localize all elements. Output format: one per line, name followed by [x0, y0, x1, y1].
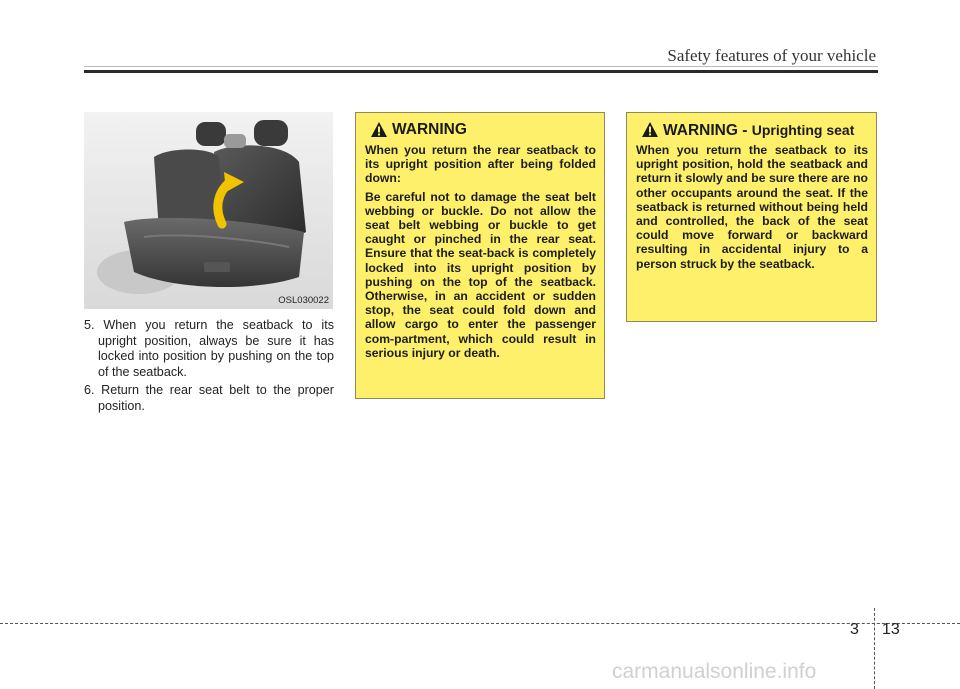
warning-para-2: Be careful not to damage the seat belt webbing or buckle. Do not allow the seat belt webbing or buckle to get caught or pinched in the rear seat. Ensure that the seat-back is completely locked into its upright position by pushing on the top of the seatback. Otherwise, in an accident or sudden stop, the seat could fold down and allow cargo to enter the passenger com-partment, which could result in serious injury or death. — [365, 189, 596, 360]
figure-code: OSL030022 — [278, 295, 329, 306]
warning-box-rear-seatback — [355, 112, 605, 399]
step-5: 5. When you return the seatback to its upright position, always be sure it has locked into position by pushing on the top of the seatback. — [84, 318, 334, 379]
footer-vertical-line — [874, 608, 875, 689]
warning-para-1: When you return the rear seatback to its upright position after being folded down: — [365, 143, 596, 186]
section-title: Safety features of your vehicle — [667, 46, 876, 65]
warning-box-uprighting-seat — [626, 112, 877, 322]
header-rule — [84, 70, 878, 73]
instructions — [84, 318, 334, 417]
warning-2-heading — [663, 122, 854, 139]
page-number: 13 — [882, 621, 900, 638]
warning-title-row — [371, 122, 596, 138]
warning-subtitle: Uprighting seat — [751, 122, 855, 138]
warning-triangle-icon — [642, 122, 658, 137]
step-6: 6. Return the rear seat belt to the proper position. — [84, 383, 334, 413]
warning-title: WARNING — [392, 121, 467, 138]
warning-para: When you return the seatback to its upright position, hold the seatback and return it slowly and be sure there are no other occupants around the seat. If the seatback is returned without being held and controlled, the back of the seat could move forward or backward resulting in accidental injury to a person struck by the seatback. — [636, 143, 868, 271]
warning-title: WARNING - — [663, 122, 748, 139]
rear-seat-illustration-icon — [84, 112, 333, 309]
header-rule-thin — [84, 66, 878, 67]
chapter-number: 3 — [850, 621, 859, 638]
watermark: carmanualsonline.info — [612, 660, 817, 683]
rear-seat-figure — [84, 112, 333, 309]
warning-title-row — [642, 122, 868, 139]
footer-dashed-line — [0, 623, 960, 624]
warning-triangle-icon — [371, 122, 387, 137]
